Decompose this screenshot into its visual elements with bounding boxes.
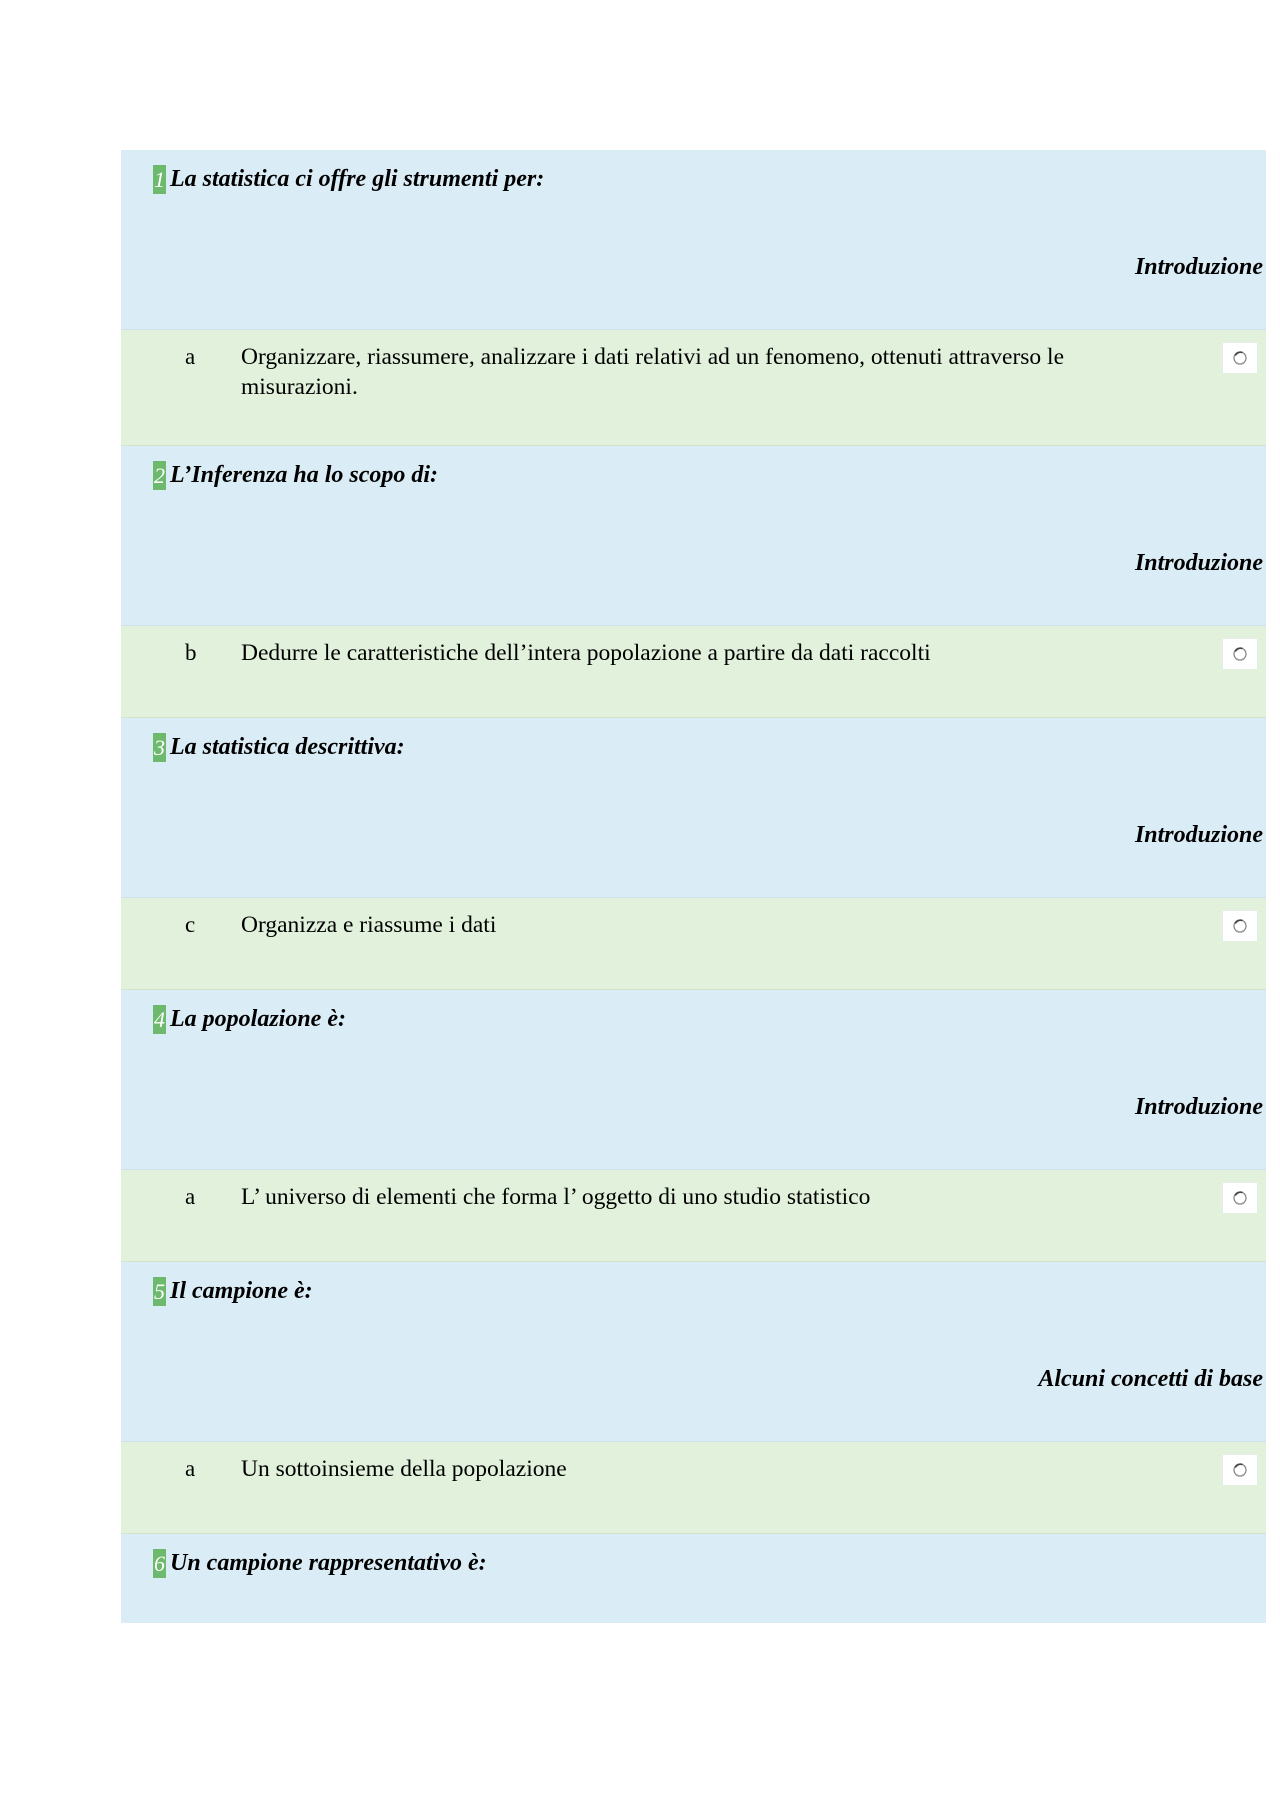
question-topic: Introduzione [1134, 1094, 1263, 1120]
question-heading [153, 165, 544, 194]
radio-button-icon[interactable] [1222, 638, 1258, 670]
question-text: La popolazione è: [170, 1006, 346, 1032]
answer-letter: a [185, 1184, 196, 1209]
question-topic: Introduzione [1134, 254, 1263, 280]
question-block-3 [121, 718, 1266, 898]
question-number-badge: 6 [154, 1551, 165, 1576]
answer-text: L’ universo di elementi che forma l’ oggetto di uno studio statistico [241, 1184, 871, 1210]
question-heading [153, 461, 438, 490]
quiz-sheet [121, 150, 1266, 1623]
answer-row-1 [121, 330, 1266, 446]
answer-letter: b [185, 640, 197, 665]
question-number-badge: 4 [154, 1007, 165, 1032]
question-text: L’Inferenza ha lo scopo di: [170, 462, 439, 488]
answer-letter: a [185, 1456, 196, 1481]
answer-text: Dedurre le caratteristiche dell’intera popolazione a partire da dati raccolti [241, 640, 931, 666]
question-number-badge: 5 [154, 1279, 165, 1304]
radio-button-icon[interactable] [1222, 910, 1258, 942]
answer-text: Organizzare, riassumere, analizzare i dati relativi ad un fenomeno, ottenuti attraverso le misurazioni. [241, 344, 1065, 400]
question-text: Il campione è: [170, 1278, 313, 1304]
question-number-badge: 1 [154, 167, 165, 192]
question-number-badge: 3 [154, 735, 165, 760]
answer-row-4 [121, 1170, 1266, 1262]
question-block-6 [121, 1534, 1266, 1623]
answer-text: Un sottoinsieme della popolazione [241, 1456, 567, 1482]
question-number-badge: 2 [154, 463, 165, 488]
question-text: La statistica ci offre gli strumenti per: [170, 166, 545, 192]
answer-row-2 [121, 626, 1266, 718]
question-block-1 [121, 150, 1266, 330]
answer-row-5 [121, 1442, 1266, 1534]
question-topic: Introduzione [1134, 550, 1263, 576]
question-block-2 [121, 446, 1266, 626]
question-text: Un campione rappresentativo è: [170, 1550, 487, 1576]
radio-button-icon[interactable] [1222, 342, 1258, 374]
radio-button-icon[interactable] [1222, 1454, 1258, 1486]
question-block-5 [121, 1262, 1266, 1442]
answer-text: Organizza e riassume i dati [241, 912, 497, 938]
question-topic: Alcuni concetti di base [1038, 1366, 1263, 1392]
answer-letter: a [185, 344, 196, 369]
question-heading [153, 733, 405, 762]
question-heading [153, 1277, 313, 1306]
question-topic: Introduzione [1134, 822, 1263, 848]
question-block-4 [121, 990, 1266, 1170]
answer-row-3 [121, 898, 1266, 990]
radio-button-icon[interactable] [1222, 1182, 1258, 1214]
question-text: La statistica descrittiva: [170, 734, 405, 760]
question-heading [153, 1549, 487, 1578]
question-heading [153, 1005, 346, 1034]
answer-letter: c [185, 912, 196, 937]
